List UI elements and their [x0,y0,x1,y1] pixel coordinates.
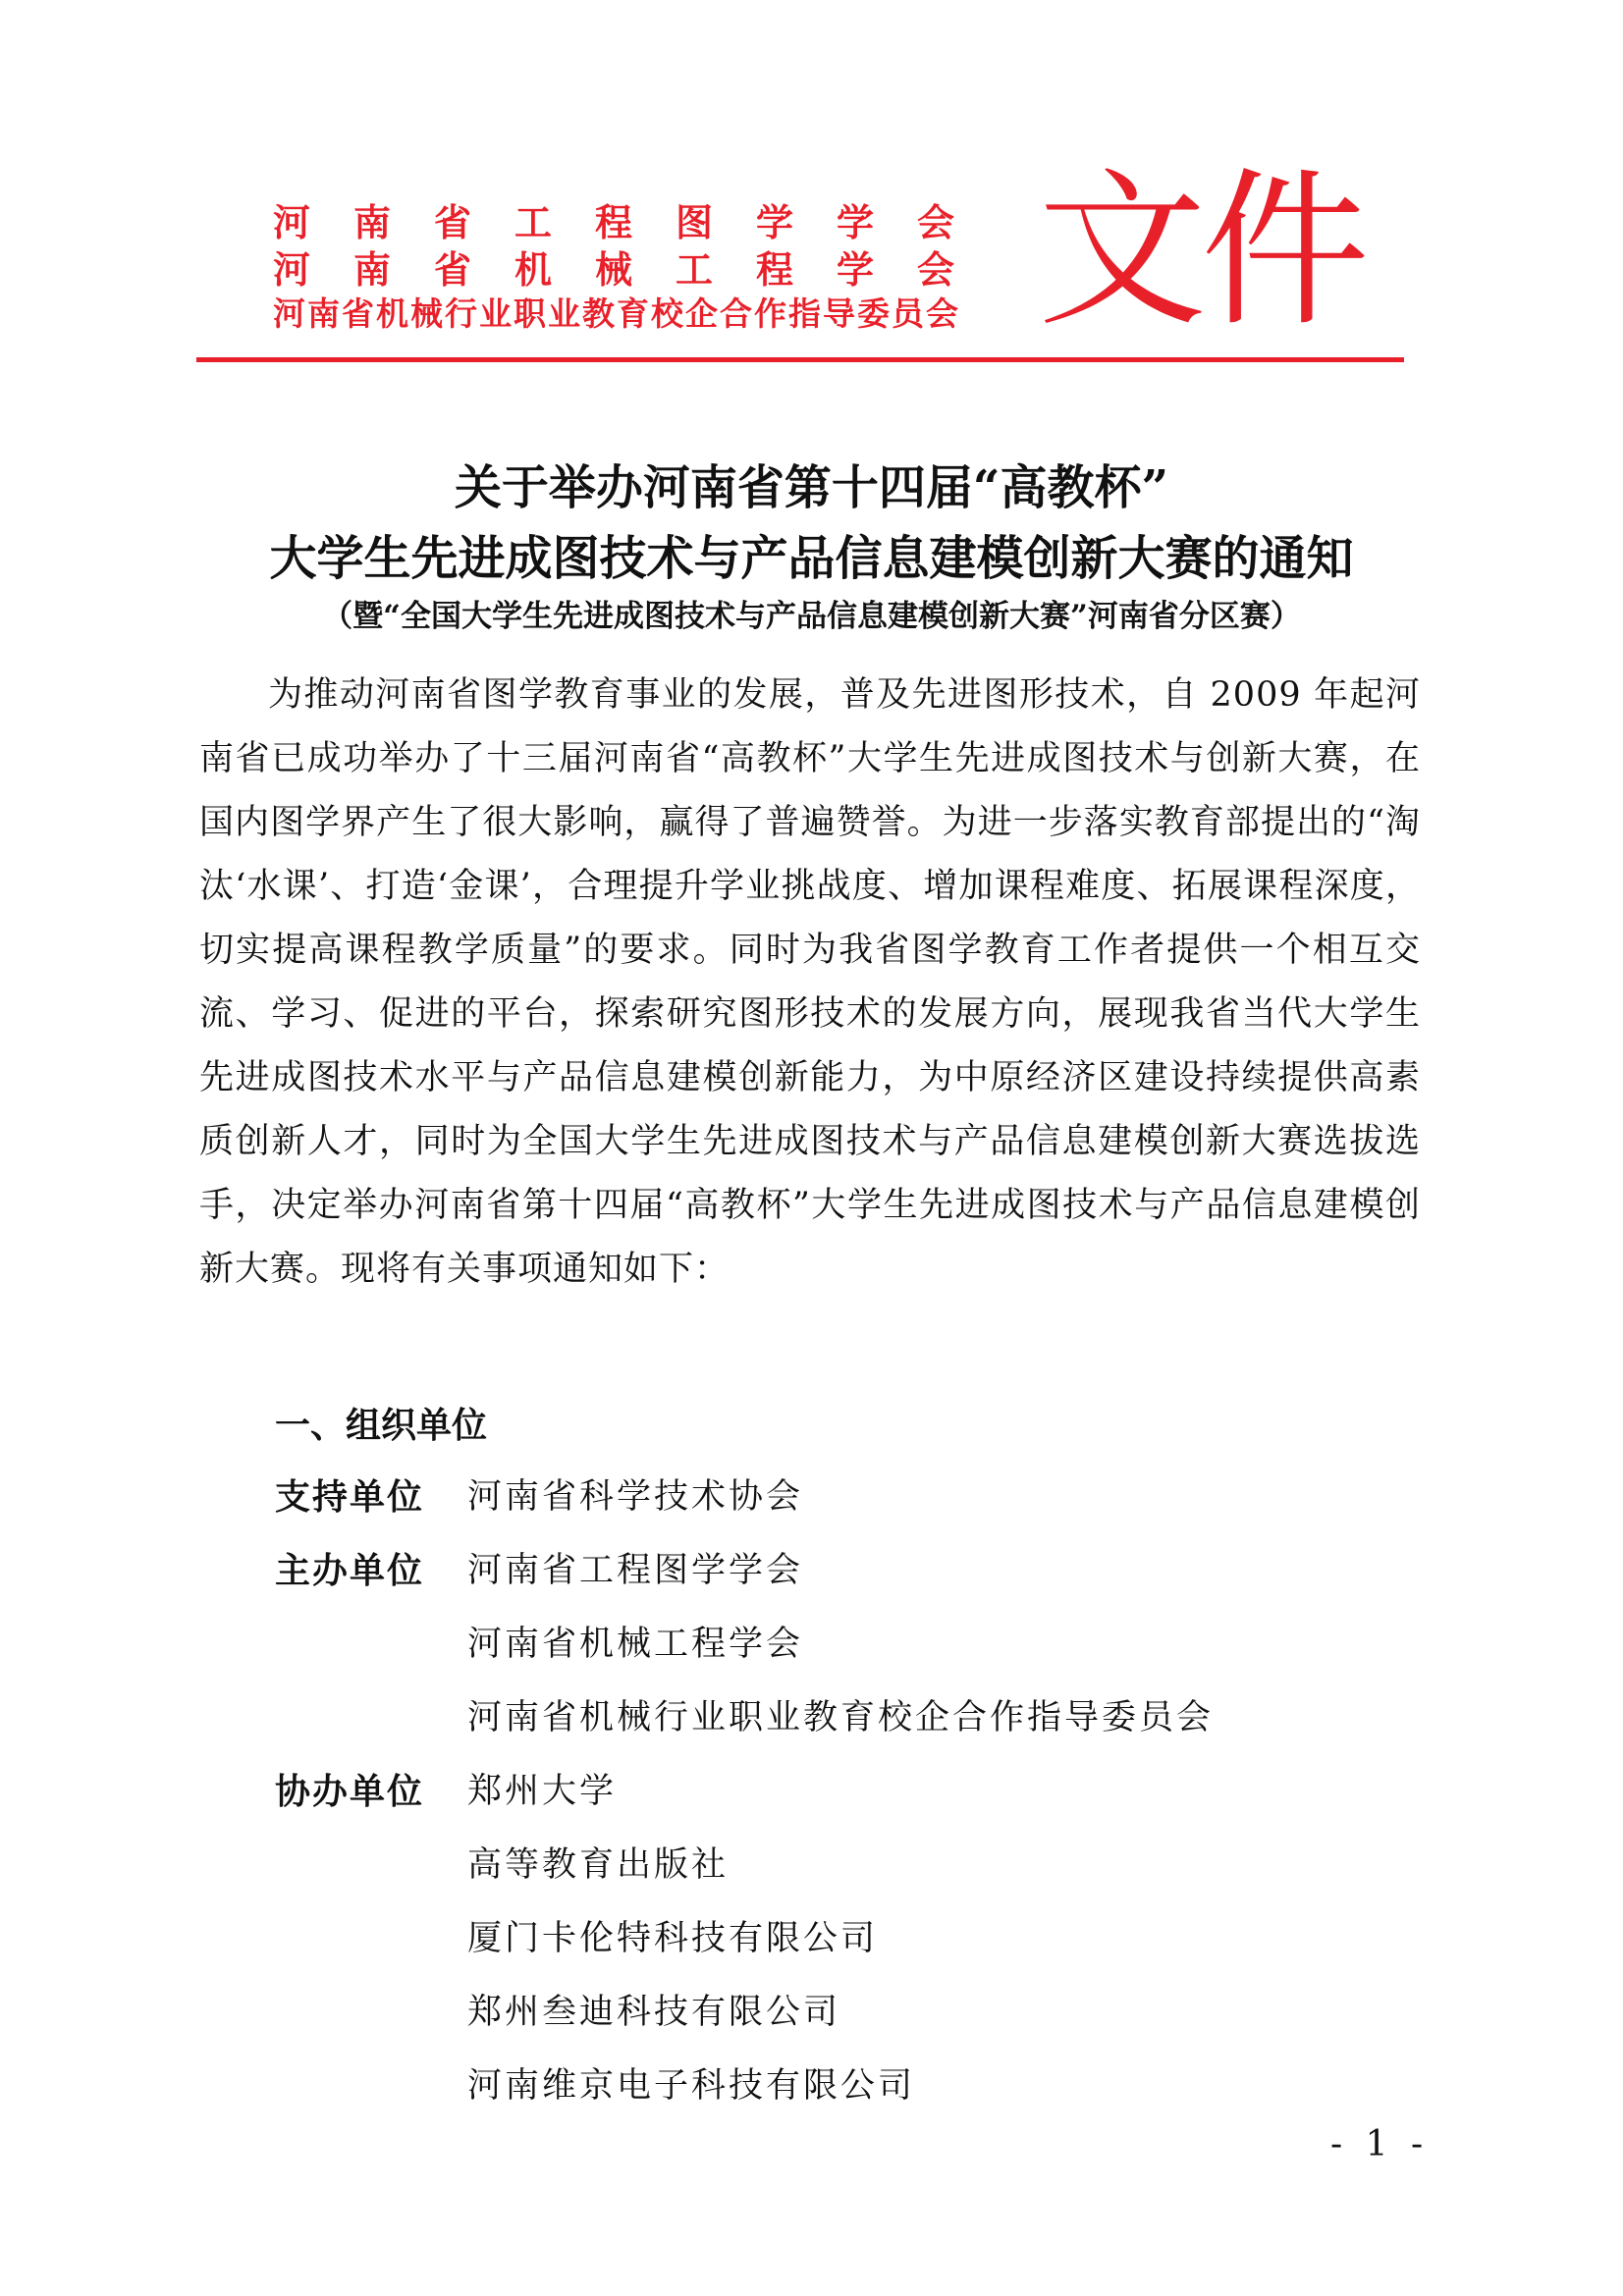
co-host-5: 河南维京电子科技有限公司 [467,2066,916,2106]
document-header [196,152,1404,353]
org-name-2: 河南省机械工程学会 [273,247,999,292]
host-org-1: 河南省工程图学学会 [467,1551,804,1590]
host-org-3: 河南省机械行业职业教育校企合作指导委员会 [467,1698,1215,1737]
support-org: 河南省科学技术协会 [467,1477,804,1517]
page-number: - 1 - [1330,2124,1430,2164]
host-label: 主办单位 [275,1550,425,1591]
support-label: 支持单位 [275,1476,425,1518]
co-host-label: 协办单位 [275,1771,425,1812]
title-line-1: 关于举办河南省第十四届“高教杯” [454,460,1169,515]
org-name-3: 河南省机械行业职业教育校企合作指导委员会 [273,294,960,333]
subtitle: （暨“全国大学生先进成图技术与产品信息建模创新大赛”河南省分区赛） [322,599,1301,634]
org-name-1: 河南省工程图学学会 [273,200,999,244]
section-heading: 一、组织单位 [275,1405,488,1446]
intro-paragraph: 为推动河南省图学教育事业的发展，普及先进图形技术，自 2009 年起河南省已成功举办了十三届河南省“高教杯”大学生先进成图技术与创新大赛，在国内图学界产生了很大影响，赢得了普遍赞誉。为进一步落实教育部提出的“淘汰‘水课’、打造‘金课’，合理提升学业挑战度、增加课程难度、拓展课程深度，切实提高课程教学质量”的要求。同时为我省图学教育工作者提供一个相互交流、学习、促进的平台，探索研究图形技术的发展方向，展现我省当代大学生先进成图技术水平与产品信息建模创新能力，为中原经济区建设持续提供高素质创新人才，同时为全国大学生先进成图技术与产品信息建模创新大赛选拔选手，决定举办河南省第十四届“高教杯”大学生先进成图技术与产品信息建模创新大赛。现将有关事项通知如下： [199,675,1421,1289]
co-host-1: 郑州大学 [467,1772,618,1811]
co-host-2: 高等教育出版社 [467,1845,730,1885]
co-host-3: 厦门卡伦特科技有限公司 [467,1919,879,1958]
host-org-2: 河南省机械工程学会 [467,1625,804,1664]
co-host-4: 郑州叁迪科技有限公司 [467,1993,841,2032]
header-divider [196,357,1404,362]
document-mark: 文件 [1038,152,1364,349]
title-line-2: 大学生先进成图技术与产品信息建模创新大赛的通知 [269,531,1354,586]
